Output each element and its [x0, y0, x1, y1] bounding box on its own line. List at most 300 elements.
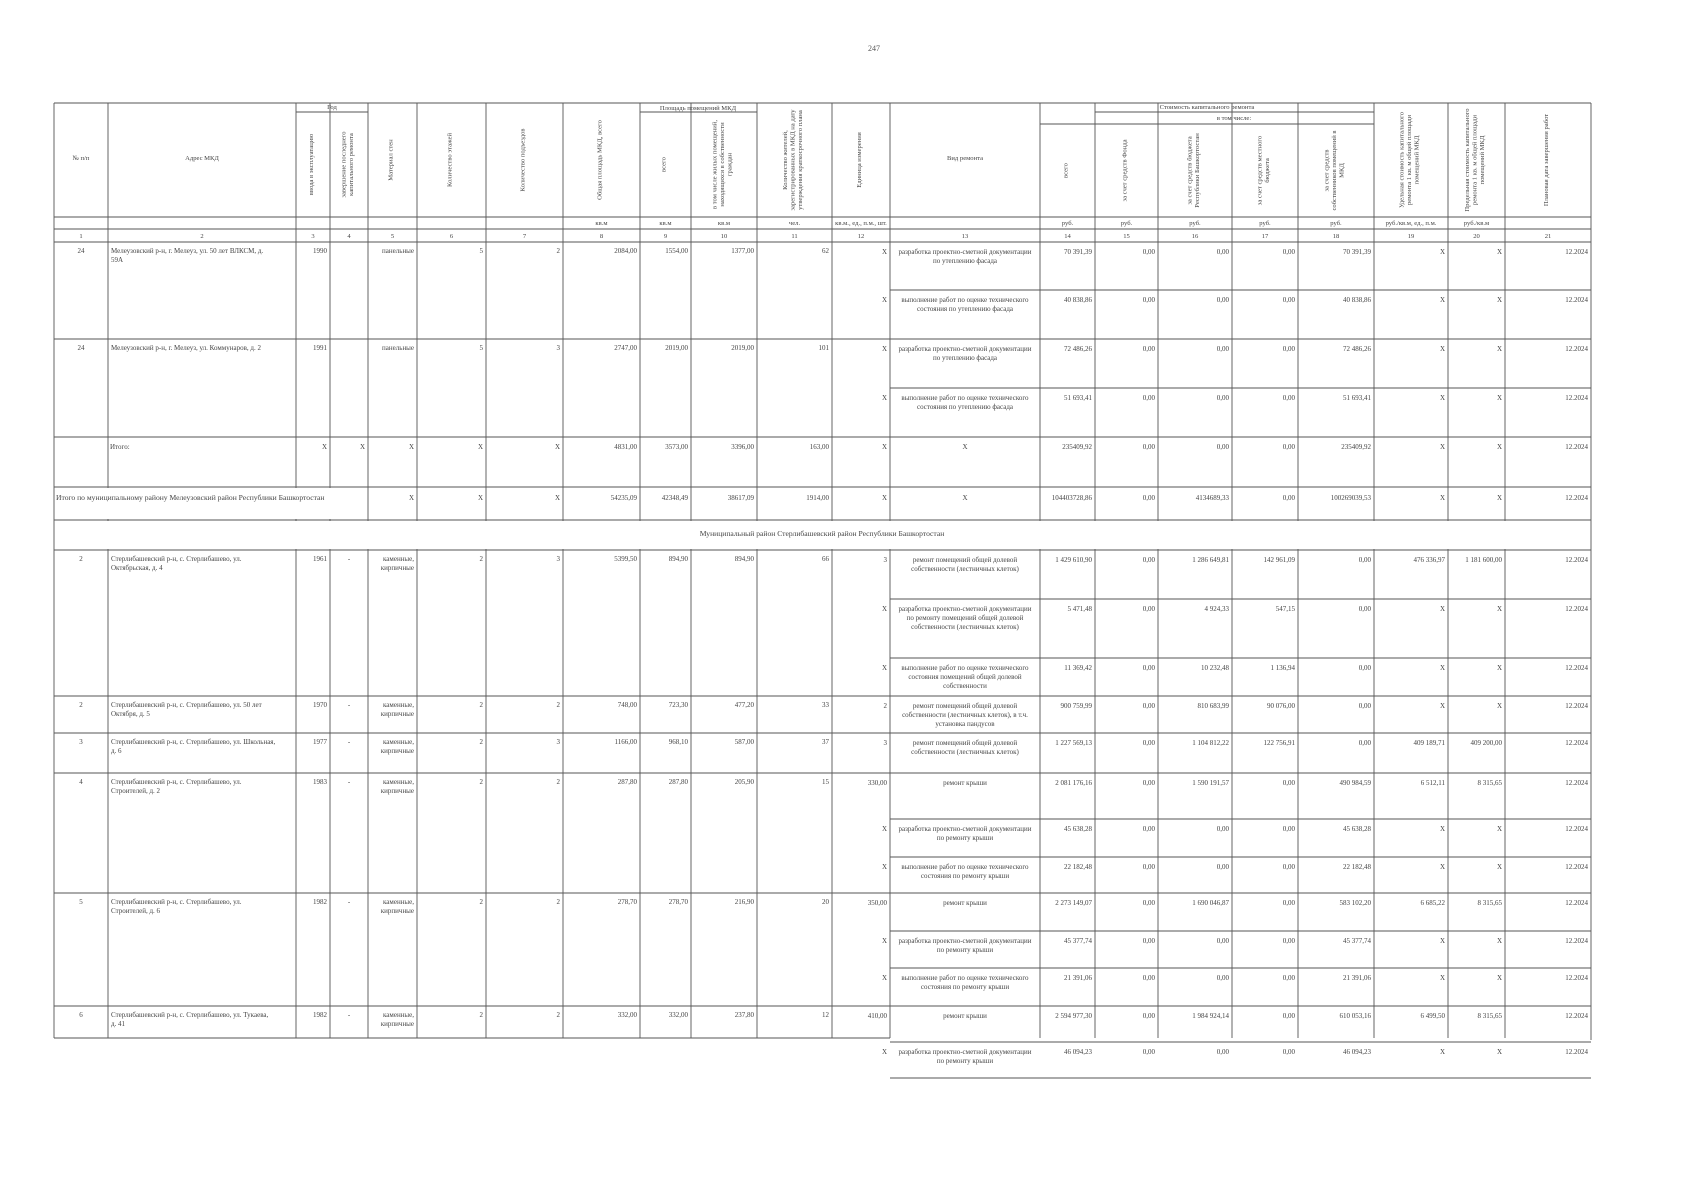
- premises-total: 332,00: [668, 1011, 688, 1019]
- unit-label: руб.: [1061, 220, 1074, 227]
- repair-type: по утеплению фасада: [932, 354, 998, 362]
- floors: 2: [479, 898, 483, 906]
- residents: 20: [822, 898, 829, 906]
- district-date: 12.2024: [1565, 494, 1588, 502]
- subtotal-cost-total: 235409,92: [1062, 443, 1092, 451]
- max-cost: X: [1496, 394, 1502, 402]
- cost-republic: 0,00: [1216, 1048, 1229, 1056]
- repair-type: разработка проектно-сметной документации: [898, 345, 1032, 353]
- header-text: Республики Башкортостан: [1193, 133, 1201, 208]
- house-number: 24: [77, 344, 85, 352]
- district-premises-res: 38617,09: [727, 494, 754, 502]
- cost-owners: 22 182,48: [1343, 863, 1371, 871]
- subtotal-x: X: [1439, 443, 1445, 451]
- premises-residential: 216,90: [734, 898, 754, 906]
- cost-fund: 0,00: [1142, 1048, 1155, 1056]
- wall-material: каменные,: [383, 898, 414, 906]
- total-area: 278,70: [617, 898, 637, 906]
- cost-total: 46 094,23: [1064, 1048, 1092, 1056]
- repair-type: собственности (лестничных клеток): [911, 623, 1019, 631]
- subtotal-x: X: [408, 443, 414, 451]
- header-text: Вид ремонта: [946, 155, 984, 162]
- unit-value: 3: [883, 739, 887, 747]
- cost-total: 40 838,86: [1064, 296, 1092, 304]
- cost-total: 45 638,28: [1064, 825, 1092, 833]
- cost-owners: 0,00: [1358, 664, 1371, 672]
- cost-local: 90 076,00: [1267, 702, 1295, 710]
- district-x: X: [962, 494, 968, 502]
- cost-republic: 1 286 649,81: [1192, 556, 1229, 564]
- unit-value: X: [881, 664, 887, 672]
- total-area: 2747,00: [614, 344, 637, 352]
- premises-total: 894,90: [668, 555, 688, 563]
- repair-type: ремонт помещений общей долевой: [912, 739, 1018, 747]
- repair-type: состояния по ремонту крыши: [920, 872, 1010, 880]
- cost-fund: 0,00: [1142, 605, 1155, 613]
- header-text: бюджета: [1263, 158, 1271, 183]
- column-number: 6: [449, 233, 454, 240]
- subtotal-x: X: [962, 443, 968, 451]
- repair-type: собственности (лестничных клеток): [911, 565, 1019, 573]
- cost-owners: 46 094,23: [1343, 1048, 1371, 1056]
- floors: 5: [479, 247, 483, 255]
- cost-local: 0,00: [1282, 345, 1295, 353]
- specific-cost: X: [1439, 1048, 1445, 1056]
- wall-material: кирпичные: [380, 787, 414, 795]
- header-text: за счет средств: [1323, 149, 1331, 192]
- cost-owners: 0,00: [1358, 702, 1371, 710]
- subtotal-date: 12.2024: [1565, 443, 1588, 451]
- wall-material: кирпичные: [380, 747, 414, 755]
- floors: 5: [479, 344, 483, 352]
- max-cost: X: [1496, 974, 1502, 982]
- max-cost: X: [1496, 345, 1502, 353]
- premises-total: 278,70: [668, 898, 688, 906]
- cost-republic: 0,00: [1216, 296, 1229, 304]
- cost-total: 900 759,99: [1060, 702, 1092, 710]
- house-number: 24: [77, 247, 85, 255]
- planned-date: 12.2024: [1565, 779, 1588, 787]
- max-cost: 8 315,65: [1477, 779, 1502, 787]
- unit-value: X: [881, 937, 887, 945]
- unit-value: 410,00: [867, 1012, 887, 1020]
- specific-cost: X: [1439, 664, 1445, 672]
- cost-republic: 0,00: [1216, 863, 1229, 871]
- max-cost: X: [1496, 825, 1502, 833]
- unit-value: X: [881, 863, 887, 871]
- house-number: 6: [79, 1011, 83, 1019]
- house-address: Стерлибашевский р-н, с. Стерлибашево, ул.: [111, 778, 242, 786]
- residents: 15: [822, 778, 829, 786]
- header-text: Плановая дата завершения работ: [1543, 113, 1550, 207]
- premises-residential: 587,00: [734, 738, 754, 746]
- cost-fund: 0,00: [1142, 863, 1155, 871]
- header-text: завершение последнего: [340, 131, 348, 198]
- house-address: Стерлибашевский р-н, с. Стерлибашево, ул.: [111, 555, 242, 563]
- unit-value: X: [881, 1048, 887, 1056]
- year-last-repair: -: [347, 738, 351, 746]
- header-text: Адрес МКД: [185, 155, 219, 162]
- district-cost-total: 104403728,86: [1051, 494, 1092, 502]
- header-text: Количество подъездов: [519, 128, 527, 192]
- premises-total: 968,10: [668, 738, 688, 746]
- repair-type: разработка проектно-сметной документации: [898, 1048, 1032, 1056]
- cost-owners: 40 838,86: [1343, 296, 1371, 304]
- house-number: 3: [79, 738, 83, 746]
- unit-label: кв.м: [659, 220, 672, 227]
- year-commission: 1961: [313, 555, 327, 563]
- cost-total: 1 227 569,13: [1055, 739, 1092, 747]
- specific-cost: 6 685,22: [1420, 899, 1445, 907]
- max-cost: X: [1496, 937, 1502, 945]
- column-number: 18: [1332, 233, 1340, 240]
- cost-republic: 0,00: [1216, 394, 1229, 402]
- subtotal-x: X: [359, 443, 365, 451]
- total-area: 287,80: [617, 778, 637, 786]
- header-text: в том числе жилых помещений,: [711, 120, 719, 209]
- planned-date: 12.2024: [1565, 739, 1588, 747]
- repair-type: по ремонту крыши: [936, 946, 994, 954]
- specific-cost: 409 189,71: [1413, 739, 1445, 747]
- house-number: 2: [79, 701, 83, 709]
- year-commission: 1970: [313, 701, 327, 709]
- header-text: Стоимость капитального ремонта: [1159, 104, 1255, 111]
- district-x: X: [554, 494, 560, 502]
- cost-republic: 1 104 812,22: [1192, 739, 1229, 747]
- cost-local: 0,00: [1282, 863, 1295, 871]
- cost-republic: 0,00: [1216, 825, 1229, 833]
- house-address: 59А: [111, 256, 124, 264]
- wall-material: каменные,: [383, 1011, 414, 1019]
- repair-type: ремонт помещений общей долевой: [912, 556, 1018, 564]
- year-last-repair: -: [347, 778, 351, 786]
- entrances: 2: [556, 247, 560, 255]
- column-number: 17: [1261, 233, 1269, 240]
- repair-type: разработка проектно-сметной документации: [898, 605, 1032, 613]
- district-x: X: [1496, 494, 1502, 502]
- subtotal-x: X: [881, 443, 887, 451]
- district-premises-total: 42348,49: [661, 494, 688, 502]
- house-address: д. 6: [111, 747, 122, 755]
- unit-value: 3: [883, 556, 887, 564]
- header-text: Год: [327, 104, 337, 111]
- cost-total: 2 273 149,07: [1055, 899, 1092, 907]
- subtotal-x: X: [477, 443, 483, 451]
- floors: 2: [479, 555, 483, 563]
- premises-residential: 477,20: [734, 701, 754, 709]
- year-commission: 1977: [313, 738, 327, 746]
- subtotal-residents: 163,00: [809, 443, 829, 451]
- total-area: 1166,00: [614, 738, 637, 746]
- header-text: капитального ремонта: [347, 133, 355, 196]
- entrances: 3: [556, 738, 560, 746]
- repair-type: ремонт крыши: [943, 899, 987, 907]
- header-text: за счет средств Фонда: [1121, 139, 1129, 202]
- cost-total: 72 486,26: [1064, 345, 1092, 353]
- house-address: Октябрьская, д. 4: [111, 564, 163, 572]
- cost-local: 142 961,09: [1263, 556, 1295, 564]
- planned-date: 12.2024: [1565, 296, 1588, 304]
- cost-local: 0,00: [1282, 1012, 1295, 1020]
- cost-owners: 583 102,20: [1339, 899, 1371, 907]
- cost-fund: 0,00: [1142, 664, 1155, 672]
- repair-type: состояния по ремонту крыши: [920, 983, 1010, 991]
- max-cost: X: [1496, 296, 1502, 304]
- column-number: 10: [720, 233, 728, 240]
- floors: 2: [479, 1011, 483, 1019]
- header-text: Количество этажей: [446, 133, 454, 187]
- header-text: в том числе:: [1216, 115, 1252, 122]
- cost-local: 0,00: [1282, 779, 1295, 787]
- page-number: 247: [868, 44, 880, 53]
- cost-local: 0,00: [1282, 937, 1295, 945]
- cost-owners: 0,00: [1358, 556, 1371, 564]
- year-last-repair: -: [347, 898, 351, 906]
- cost-local: 122 756,91: [1263, 739, 1295, 747]
- cost-total: 2 594 977,30: [1055, 1012, 1092, 1020]
- subtotal-cost-local: 0,00: [1282, 443, 1295, 451]
- column-number: 8: [599, 233, 604, 240]
- house-address: Мелеузовский р-н, г. Мелеуз, ул. 50 лет ВЛКСМ, д.: [111, 247, 264, 255]
- max-cost: X: [1496, 702, 1502, 710]
- house-address: Октября, д. 5: [111, 710, 150, 718]
- premises-residential: 894,90: [734, 555, 754, 563]
- unit-label: кв.м., ед., п.м., шт.: [835, 220, 887, 227]
- district-x: X: [1439, 494, 1445, 502]
- header-text: ввода в эксплуатацию: [308, 133, 315, 196]
- header-text: помещений МКД: [1479, 135, 1486, 185]
- unit-value: X: [881, 345, 887, 353]
- house-address: Стерлибашевский р-н, с. Стерлибашево, ул. Тукаева,: [111, 1011, 269, 1019]
- repair-type: собственности: [943, 682, 987, 690]
- planned-date: 12.2024: [1565, 605, 1588, 613]
- unit-value: X: [881, 605, 887, 613]
- repair-type: выполнение работ по оценке технического: [901, 974, 1029, 982]
- repair-type: ремонт помещений общей долевой: [912, 702, 1018, 710]
- cost-republic: 1 984 924,14: [1192, 1012, 1229, 1020]
- district-x: X: [477, 494, 483, 502]
- column-number: 9: [663, 233, 668, 240]
- specific-cost: X: [1439, 863, 1445, 871]
- header-text: собственников помещений в: [1331, 130, 1338, 211]
- subtotal-x: X: [321, 443, 327, 451]
- year-last-repair: -: [347, 555, 351, 563]
- premises-residential: 1377,00: [731, 247, 754, 255]
- cost-owners: 72 486,26: [1343, 345, 1371, 353]
- residents: 12: [822, 1011, 829, 1019]
- cost-owners: 0,00: [1358, 739, 1371, 747]
- unit-label: чел.: [788, 220, 801, 227]
- planned-date: 12.2024: [1565, 702, 1588, 710]
- unit-value: 330,00: [867, 779, 887, 787]
- header-text: помещений МКД: [1413, 135, 1421, 185]
- residents: 33: [822, 701, 829, 709]
- cost-fund: 0,00: [1142, 739, 1155, 747]
- unit-value: X: [881, 296, 887, 304]
- unit-value: 2: [883, 702, 887, 710]
- wall-material: каменные,: [383, 555, 414, 563]
- cost-local: 0,00: [1282, 248, 1295, 256]
- year-last-repair: -: [347, 701, 351, 709]
- subtotal-x: X: [554, 443, 560, 451]
- max-cost: X: [1496, 248, 1502, 256]
- wall-material: кирпичные: [380, 564, 414, 572]
- column-number: 2: [200, 233, 204, 240]
- header-text: утверждения краткосрочного плана: [797, 110, 804, 210]
- repair-type: выполнение работ по оценке технического: [901, 394, 1029, 402]
- premises-total: 2019,00: [665, 344, 688, 352]
- cost-republic: 810 683,99: [1197, 702, 1229, 710]
- cost-local: 0,00: [1282, 394, 1295, 402]
- repair-type: разработка проектно-сметной документации: [898, 248, 1032, 256]
- year-commission: 1982: [313, 898, 327, 906]
- residents: 37: [822, 738, 829, 746]
- district-cost-owners: 100269039,53: [1330, 494, 1371, 502]
- house-address: Стерлибашевский р-н, с. Стерлибашево, ул.: [111, 898, 242, 906]
- premises-total: 1554,00: [665, 247, 688, 255]
- unit-label: кв.м: [717, 220, 731, 227]
- header-text: Количество жителей,: [782, 130, 789, 190]
- floors: 2: [479, 701, 483, 709]
- cost-local: 0,00: [1282, 899, 1295, 907]
- planned-date: 12.2024: [1565, 394, 1588, 402]
- cost-total: 70 391,39: [1064, 248, 1092, 256]
- year-commission: 1982: [313, 1011, 327, 1019]
- header-text: Площадь помещений МКД: [659, 105, 737, 112]
- cost-fund: 0,00: [1142, 779, 1155, 787]
- specific-cost: X: [1439, 974, 1445, 982]
- cost-total: 45 377,74: [1064, 937, 1092, 945]
- unit-label: руб.: [1330, 220, 1342, 227]
- header-text: зарегистрированных в МКД на дату: [789, 109, 797, 211]
- premises-residential: 237,80: [734, 1011, 754, 1019]
- subtotal-area: 4831,00: [614, 443, 637, 451]
- unit-label: руб.: [1259, 220, 1271, 227]
- column-number: 16: [1191, 233, 1199, 240]
- district-header: Муниципальный район Стерлибашевский район Республики Башкортостан: [699, 529, 945, 538]
- planned-date: 12.2024: [1565, 899, 1588, 907]
- residents: 66: [822, 555, 829, 563]
- floors: 2: [479, 778, 483, 786]
- house-address: Стерлибашевский р-н, с. Стерлибашево, ул. Школьная,: [111, 738, 276, 746]
- header-text: ремонта 1 кв. м общей площади: [1406, 115, 1413, 205]
- cost-fund: 0,00: [1142, 296, 1155, 304]
- cost-total: 21 391,06: [1064, 974, 1092, 982]
- column-number: 5: [390, 233, 395, 240]
- header-text: Предельная стоимость капитального: [1464, 108, 1471, 212]
- unit-value: X: [881, 825, 887, 833]
- total-area: 332,00: [617, 1011, 637, 1019]
- subtotal-premises-total: 3573,00: [665, 443, 688, 451]
- specific-cost: X: [1439, 702, 1445, 710]
- subtotal-cost-owners: 235409,92: [1341, 443, 1371, 451]
- entrances: 3: [556, 555, 560, 563]
- max-cost: X: [1496, 664, 1502, 672]
- repair-type: состояния по утеплению фасада: [917, 403, 1013, 411]
- specific-cost: X: [1439, 937, 1445, 945]
- max-cost: X: [1496, 605, 1502, 613]
- year-last-repair: -: [347, 1011, 351, 1019]
- specific-cost: 6 512,11: [1420, 779, 1445, 787]
- cost-local: 0,00: [1282, 974, 1295, 982]
- subtotal-x: X: [1496, 443, 1502, 451]
- subtotal-label: Итого:: [110, 443, 130, 451]
- cost-owners: 0,00: [1358, 605, 1371, 613]
- house-address: Стерлибашевский р-н, с. Стерлибашево, ул. 50 лет: [111, 701, 262, 709]
- total-area: 748,00: [617, 701, 637, 709]
- repair-type: ремонт крыши: [943, 1012, 987, 1020]
- cost-total: 2 081 176,16: [1055, 779, 1092, 787]
- subtotal-cost-republic: 0,00: [1216, 443, 1229, 451]
- entrances: 2: [556, 778, 560, 786]
- specific-cost: X: [1439, 394, 1445, 402]
- column-number: 1: [79, 233, 83, 240]
- cost-republic: 10 232,48: [1201, 664, 1229, 672]
- cost-local: 0,00: [1282, 296, 1295, 304]
- header-text: Материал стен: [387, 139, 395, 181]
- cost-republic: 0,00: [1216, 345, 1229, 353]
- premises-total: 287,80: [668, 778, 688, 786]
- max-cost: 1 181 600,00: [1465, 556, 1502, 564]
- specific-cost: X: [1439, 605, 1445, 613]
- header-text: всего: [660, 157, 668, 172]
- cost-fund: 0,00: [1142, 937, 1155, 945]
- header-text: за счет средств бюджета: [1186, 136, 1194, 205]
- max-cost: X: [1496, 1048, 1502, 1056]
- column-number: 4: [347, 233, 351, 240]
- district-area: 54235,09: [610, 494, 637, 502]
- unit-value: X: [881, 974, 887, 982]
- column-number: 15: [1123, 233, 1130, 240]
- cost-fund: 0,00: [1142, 974, 1155, 982]
- planned-date: 12.2024: [1565, 863, 1588, 871]
- unit-value: X: [881, 248, 887, 256]
- district-cost-local: 0,00: [1282, 494, 1295, 502]
- floors: 2: [479, 738, 483, 746]
- cost-owners: 610 053,16: [1339, 1012, 1371, 1020]
- column-number: 20: [1473, 233, 1480, 240]
- unit-label: руб./кв.м, ед., п.м.: [1385, 220, 1437, 227]
- planned-date: 12.2024: [1565, 974, 1588, 982]
- specific-cost: 6 499,50: [1420, 1012, 1445, 1020]
- max-cost: 409 200,00: [1470, 739, 1502, 747]
- total-area: 2084,00: [614, 247, 637, 255]
- repair-type: по утеплению фасада: [932, 257, 998, 265]
- column-number: 11: [791, 233, 798, 240]
- cost-republic: 4 924,33: [1204, 605, 1229, 613]
- year-commission: 1990: [313, 247, 327, 255]
- repair-type: установка пандусов: [935, 720, 995, 728]
- house-address: д. 41: [111, 1020, 126, 1028]
- planned-date: 12.2024: [1565, 825, 1588, 833]
- subtotal-cost-fund: 0,00: [1142, 443, 1155, 451]
- house-address: Строителей, д. 2: [111, 787, 161, 795]
- planned-date: 12.2024: [1565, 345, 1588, 353]
- premises-residential: 205,90: [734, 778, 754, 786]
- district-x: X: [881, 494, 887, 502]
- cost-fund: 0,00: [1142, 394, 1155, 402]
- cost-republic: 1 590 191,57: [1192, 779, 1229, 787]
- premises-residential: 2019,00: [731, 344, 754, 352]
- repair-type: разработка проектно-сметной документации: [898, 937, 1032, 945]
- district-total-label: Итого по муниципальному району Мелеузовский район Республики Башкортостан: [56, 493, 325, 502]
- cost-republic: 0,00: [1216, 974, 1229, 982]
- column-number: 13: [961, 233, 969, 240]
- residents: 101: [818, 344, 829, 352]
- header-text: Единица измерения: [856, 132, 863, 188]
- entrances: 3: [556, 344, 560, 352]
- planned-date: 12.2024: [1565, 556, 1588, 564]
